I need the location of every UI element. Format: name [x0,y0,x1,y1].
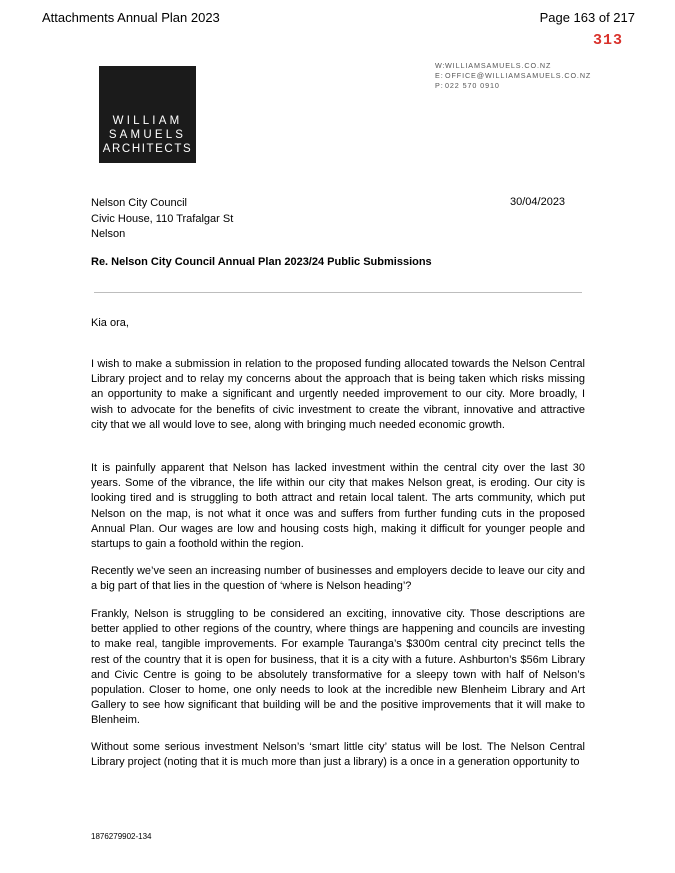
logo-line-3: ARCHITECTS [102,143,193,155]
address-line: Nelson [91,228,126,240]
paragraph-5: Without some serious investment Nelson’s ‘smart little city’ status will be lost. The Nelson Central Library project (noting that it is much more than just a library) is a once in a generation opportunity to [91,741,585,769]
contact-key: W: [435,61,446,70]
paragraph-4: Frankly, Nelson is struggling to be considered an exciting, innovative city. Those descriptions are better applied to other regions of the country, where things are happening and councils are investing to make real, tangible improvements. For example Tauranga’s $300m central city precinct tells the rest of the country that it is open for business, that it is a city with a future. Ashburton’s $56m Library and Civic Centre is going to be absolutely transformative for a sleepy town with half of Nelson’s population. Closer to home, one only needs to look at the incredible new Blenheim Library and Art Gallery to see how significant that building will be and the positive improvements that it will make to Blenheim. [91,608,585,727]
contact-email [435,71,591,81]
contact-value: OFFICE@WILLIAMSAMUELS.CO.NZ [445,71,592,80]
contact-block [435,61,591,91]
document-header-title: Attachments Annual Plan 2023 [42,10,220,25]
contact-key: P: [435,81,444,90]
contact-value: WILLIAMSAMUELS.CO.NZ [445,61,552,70]
divider [94,292,582,293]
letter-subject: Re. Nelson City Council Annual Plan 2023/24 Public Submissions [91,256,432,268]
document-id-footer: 1876279902-134 [91,832,152,841]
address-line: Nelson City Council [91,197,187,209]
address-line: Civic House, 110 Trafalgar St [91,212,234,225]
logo-line-1: WILLIAM [112,115,183,127]
contact-phone [435,81,591,91]
recipient-address [91,196,233,243]
paragraph-3: Recently we’ve seen an increasing number of businesses and employers decide to leave our city and a big part of that lies in the question of ‘where is Nelson heading’? [91,565,585,593]
contact-website [435,61,591,71]
paragraph-1: I wish to make a submission in relation to the proposed funding allocated towards the Nelson Central Library project and to relay my concerns about the approach that is being taken which risks missing an opportunity to make a significant and urgently needed improvement to our city. More broadly, I wish to advocate for the benefits of civic investment to create the vibrant, innovative and attractive city that we all would love to see, along with bringing much needed economic growth. [91,358,585,431]
greeting: Kia ora, [91,317,129,329]
logo-line-2: SAMUELS [108,129,187,141]
contact-key: E: [435,71,444,80]
page-number: Page 163 of 217 [539,10,635,25]
letter-date: 30/04/2023 [510,196,566,208]
company-logo [99,66,196,163]
page-stamp-number: 313 [592,32,623,49]
paragraph-2: It is painfully apparent that Nelson has lacked investment within the central city over the last 30 years. Some of the vibrance, the life within our city that makes Nelson great, is eroding. Our city is looking tired and is struggling to both attract and retain local talent. The arts community, which put Nelson on the map, is not what it once was and suffers from further funding cuts in the proposed Annual Plan. Our wages are low and housing costs high, making it difficult for younger people and startups to gain a foothold within the region. [91,462,585,551]
contact-value: 022 570 0910 [445,81,500,90]
